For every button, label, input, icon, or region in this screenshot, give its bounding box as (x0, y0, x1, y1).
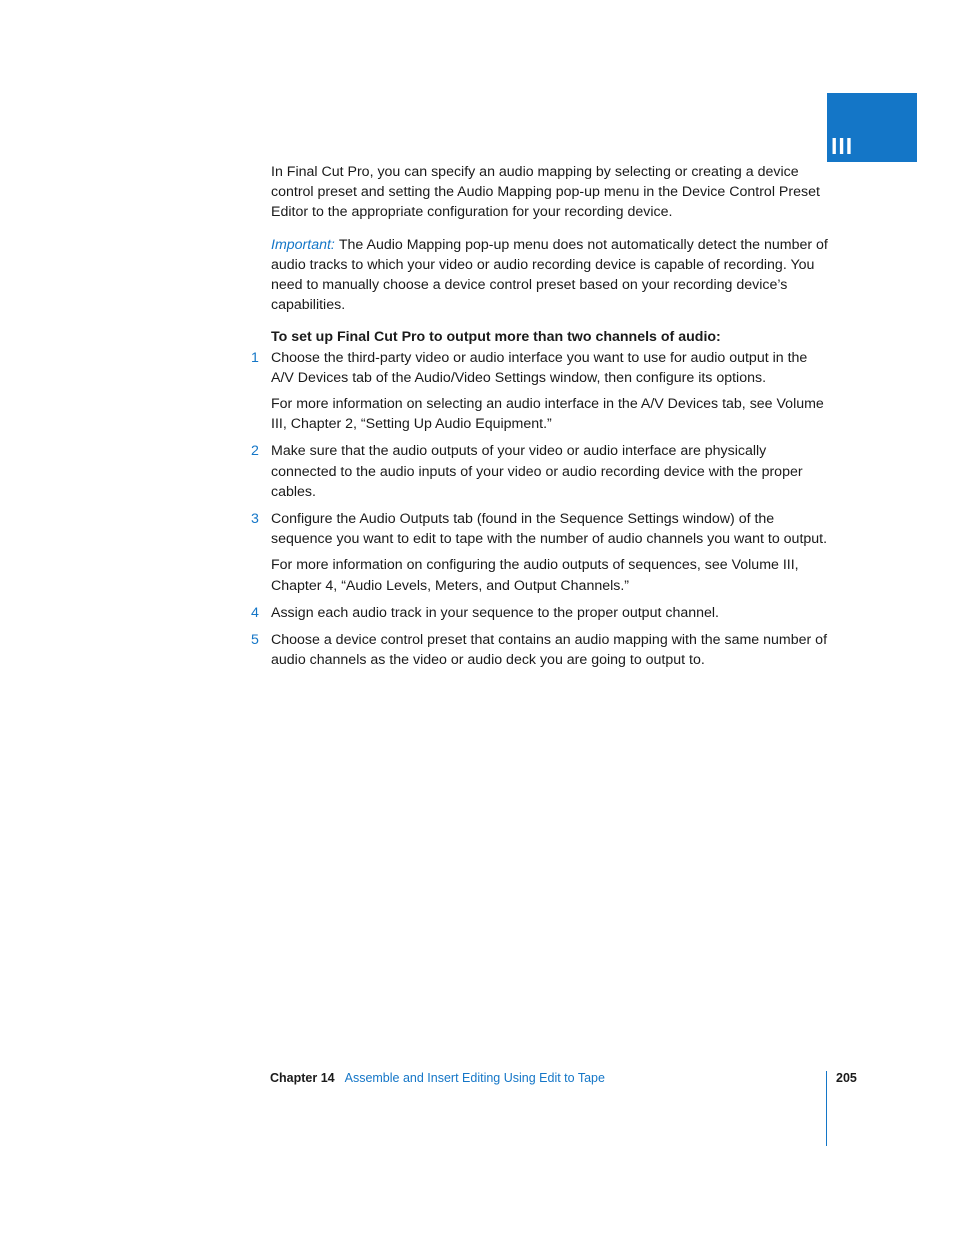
page-footer (270, 1071, 605, 1085)
step-4 (251, 603, 831, 623)
step-number: 1 (251, 349, 259, 366)
part-tab (827, 93, 917, 162)
procedure-heading: To set up Final Cut Pro to output more than two channels of audio: (271, 329, 721, 346)
footer-chapter-title[interactable]: Assemble and Insert Editing Using Edit to Tape (344, 1071, 605, 1085)
step-text: Choose a device control preset that contains an audio mapping with the same number of audio channels as the video or audio deck you are going to output to. (271, 632, 828, 669)
main-content (251, 162, 831, 670)
step-2 (251, 441, 831, 502)
step-text: Configure the Audio Outputs tab (found in the Sequence Settings window) of the sequence you want to edit to tape with the number of audio channels you want to output. (271, 511, 828, 548)
step-text: Choose the third-party video or audio interface you want to use for audio output in the A/V Devices tab of the Audio/Video Settings window, then configure its options. (271, 349, 808, 386)
important-label: Important: (271, 236, 335, 253)
step-note: For more information on configuring the audio outputs of sequences, see Volume III, Chapter 4, “Audio Levels, Meters, and Output Channels.” (271, 557, 799, 594)
important-text: The Audio Mapping pop-up menu does not automatically detect the number of audio tracks to which your video or audio recording device is capable of recording. You need to manually choose a device control preset based on your recording device’s capabilities. (271, 236, 828, 314)
footer-chapter: Chapter 14 (270, 1071, 335, 1085)
step-note: For more information on selecting an audio interface in the A/V Devices tab, see Volume III, Chapter 2, “Setting Up Audio Equipment.” (271, 396, 824, 433)
page-number: 205 (836, 1071, 857, 1085)
step-text: Make sure that the audio outputs of your video or audio interface are physically connected to the audio inputs of your video or audio recording device with the proper cables. (271, 443, 803, 500)
intro-paragraph: In Final Cut Pro, you can specify an audio mapping by selecting or creating a device control preset and setting the Audio Mapping pop-up menu in the Device Control Preset Editor to the appropriate configuration for your recording device. (271, 164, 820, 221)
step-text: Assign each audio track in your sequence to the proper output channel. (271, 604, 719, 621)
footer-divider (826, 1071, 827, 1146)
step-3 (251, 509, 831, 596)
step-number: 3 (251, 511, 259, 528)
step-5 (251, 630, 831, 670)
step-number: 5 (251, 632, 259, 649)
step-number: 4 (251, 604, 259, 621)
step-1 (251, 348, 831, 435)
part-tab-label: III (831, 133, 854, 159)
step-number: 2 (251, 443, 259, 460)
important-note (271, 235, 831, 316)
